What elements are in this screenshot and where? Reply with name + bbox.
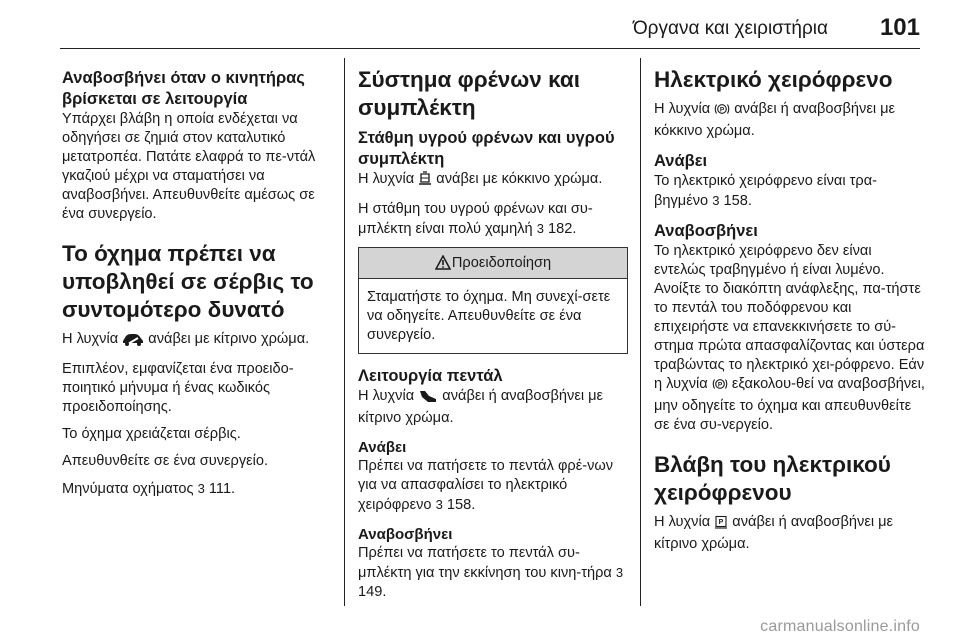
heading-flashing-engine-running: Αναβοσβήνει όταν ο κινητήρας βρίσκεται σε λειτουργία <box>62 69 305 108</box>
header-divider <box>60 48 920 49</box>
parking-brake-fault-icon <box>714 515 728 535</box>
paragraph: Μηνύματα οχήματος 3 111. <box>62 481 236 497</box>
warning-body <box>359 279 627 353</box>
paragraph: Η στάθμη του υγρού φρένων και συ‐μπλέκτη είναι πολύ χαμηλή 3 182. <box>358 201 593 237</box>
parking-brake-icon <box>712 377 728 397</box>
column-left <box>62 66 334 507</box>
heading-pedal-operation: Λειτουργία πεντάλ <box>358 367 503 385</box>
paragraph: Η λυχνία ανάβει με κίτρινο χρώμα. <box>62 330 334 352</box>
paragraph: Το όχημα χρειάζεται σέρβις. <box>62 426 241 442</box>
heading-fluid-level: Στάθμη υγρού φρένων και υγρού συμπλέκτη <box>358 129 615 168</box>
paragraph: Υπάρχει βλάβη η οποία ενδέχεται να οδηγήσει σε ζημιά στον καταλυτικό μετατροπέα. Πατάτε ελαφρά το πε‐ντάλ γκαζιού μέχρι να σταματήσει να αναβοσβήνει. Απευθυνθείτε αμέσως σε ένα συνεργείο. <box>62 111 316 222</box>
heading-brake-clutch-system: Σύστημα φρένων και συμπλέκτη <box>358 67 580 120</box>
service-vehicle-icon <box>122 332 144 352</box>
page-reference-arrow: 3 <box>712 193 720 208</box>
heading-service-soon: Το όχημα πρέπει να υποβληθεί σε σέρβις το συντομότερο δυνατό <box>62 241 314 322</box>
paragraph: Απευθυνθείτε σε ένα συνεργείο. <box>62 453 269 469</box>
svg-text:P: P <box>717 381 722 389</box>
paragraph: Επιπλέον, εμφανίζεται ένα προειδο‐ποιητικό μήνυμα ή ένας κωδικός προειδοποίησης. <box>62 361 294 415</box>
page-reference-arrow: 3 <box>536 221 544 236</box>
page-reference-arrow: 3 <box>435 497 443 512</box>
brake-fluid-icon <box>418 171 432 192</box>
warning-box <box>358 247 628 354</box>
column-right <box>654 66 926 562</box>
paragraph: Η λυχνία ανάβει με κόκκινο χρώμα. <box>358 170 630 192</box>
parking-brake-icon <box>714 102 730 122</box>
column-middle <box>358 66 630 610</box>
warning-header: Προειδοποίηση <box>359 248 627 279</box>
page-reference-arrow: 3 <box>615 565 624 580</box>
page-number: 101 <box>879 14 920 41</box>
paragraph: Πρέπει να πατήσετε το πεντάλ συ‐μπλέκτη για την εκκίνηση του κινη‐τήρα 3 149. <box>358 545 624 600</box>
paragraph: Το ηλεκτρικό χειρόφρενο είναι τρα‐βηγμένο 3 158. <box>654 173 878 209</box>
pedal-foot-icon <box>418 389 438 409</box>
paragraph: Πρέπει να πατήσετε το πεντάλ φρέ‐νων για να απασφαλίσει το ηλεκτρικό χειρόφρενο 3 158. <box>358 458 614 513</box>
warning-triangle-icon <box>435 251 451 282</box>
subheading-flashing: Αναβοσβήνει <box>654 222 758 240</box>
heading-electric-parking-brake: Ηλεκτρικό χειρόφρενο <box>654 67 893 92</box>
svg-text:P: P <box>718 519 724 527</box>
watermark: carmanualsonline.info <box>760 618 920 635</box>
page-header <box>0 0 960 56</box>
paragraph: Η λυχνία P ανάβει ή αναβοσβήνει με κίτρινο χρώμα. <box>654 514 894 552</box>
subheading-lit: Ανάβει <box>654 152 708 170</box>
paragraph: Το ηλεκτρικό χειρόφρενο δεν είναι εντελώς τραβηγμένο ή είναι λυμένο. Ανοίξτε το διακόπτη ανάφλεξης, πα‐τήστε το πεντάλ του ποδόφρενου και επιχειρήστε να επανεκκινήσετε το σύ‐στημα πρώτα απασφαλίζοντας και ύστερα τραβώντας το ηλεκτρικό χει‐ρόφρενο. Εάν η λυχνία P εξακολου‐θεί να αναβοσβήνει, μην οδηγείτε το όχημα και απευθυνθείτε σε ένα συ‐νεργείο. <box>654 243 925 433</box>
paragraph: Η λυχνία P ανάβει ή αναβοσβήνει με κόκκινο χρώμα. <box>654 101 896 139</box>
column-divider <box>640 58 641 606</box>
column-divider <box>344 58 345 606</box>
paragraph: Η λυχνία ανάβει ή αναβοσβήνει με κίτρινο χρώμα. <box>358 388 604 426</box>
subheading-lit: Ανάβει <box>358 439 407 456</box>
warning-text: Σταματήστε το όχημα. Μη συνεχί‐σετε να οδηγείτε. Απευθυνθείτε σε ένα συνεργείο. <box>367 289 611 343</box>
heading-parking-brake-fault: Βλάβη του ηλεκτρικού χειρόφρενου <box>654 452 891 505</box>
subheading-flashing: Αναβοσβήνει <box>358 526 453 543</box>
section-title: Όργανα και χειριστήρια <box>632 18 828 39</box>
page-reference-arrow: 3 <box>197 481 205 496</box>
svg-text:P: P <box>720 106 725 114</box>
